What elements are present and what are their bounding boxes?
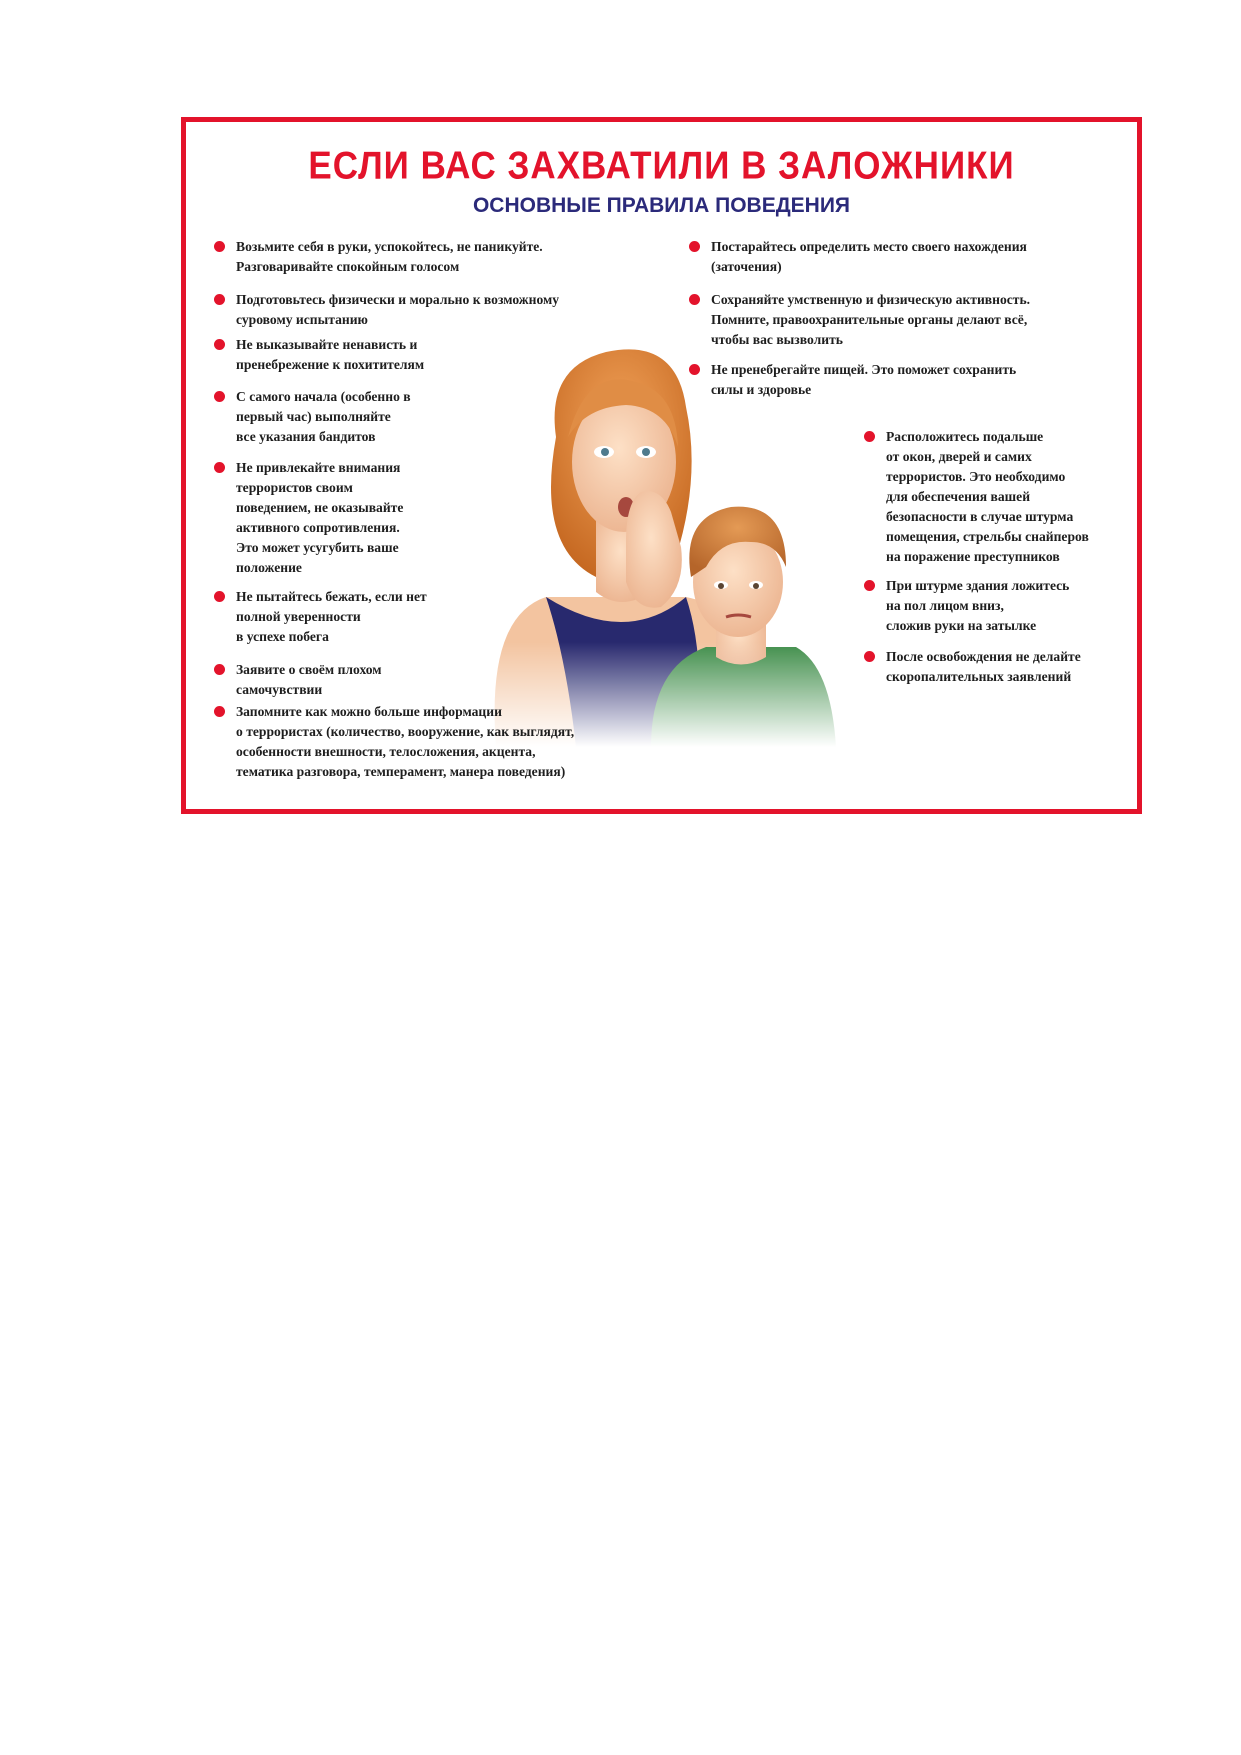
poster-subtitle: ОСНОВНЫЕ ПРАВИЛА ПОВЕДЕНИЯ [472,194,851,217]
bullet-dot-icon [864,651,875,662]
right-rule-4: Расположитесь подальше от окон, дверей и самих террористов. Это необходимо для обеспечения вашей безопасности в случае штурма помещения, стрельбы снайперов на поражение преступников [886,427,1089,567]
left-rule-6: Не пытайтесь бежать, если нет полной уверенности в успехе побега [236,587,427,647]
bullet-dot-icon [689,364,700,375]
bullet-dot-icon [214,462,225,473]
left-rule-7: Заявите о своём плохом самочувствии [236,660,382,700]
bullet-dot-icon [214,391,225,402]
right-rule-2: Сохраняйте умственную и физическую активность. Помните, правоохранительные органы делают всё, чтобы вас вызволить [711,290,1030,350]
left-rule-8: Запомните как можно больше информации о террористах (количество, вооружение, как выглядят, особенности внешности, телосложения, акцента, тематика разговора, темперамент, манера поведения) [236,702,574,782]
left-rule-3: Не выказывайте ненависть и пренебрежение к похитителям [236,335,424,375]
bullet-dot-icon [214,591,225,602]
bullet-dot-icon [864,580,875,591]
right-rule-3: Не пренебрегайте пищей. Это поможет сохранить силы и здоровье [711,360,1016,400]
left-rule-2: Подготовьтесь физически и морально к возможному суровому испытанию [236,290,559,330]
right-rule-1: Постарайтесь определить место своего нахождения (заточения) [711,237,1027,277]
poster [181,117,1142,814]
right-rule-5: При штурме здания ложитесь на пол лицом вниз, сложив руки на затылке [886,576,1069,636]
bullet-dot-icon [214,706,225,717]
bullet-dot-icon [214,241,225,252]
bullet-dot-icon [689,294,700,305]
left-rule-5: Не привлекайте внимания террористов своим поведением, не оказывайте активного сопротивления. Это может усугубить ваше положение [236,458,403,578]
bullet-dot-icon [689,241,700,252]
bullet-dot-icon [214,294,225,305]
bullet-dot-icon [214,664,225,675]
poster-title: ЕСЛИ ВАС ЗАХВАТИЛИ В ЗАЛОЖНИКИ [308,143,1015,188]
left-rule-1: Возьмите себя в руки, успокойтесь, не паникуйте. Разговаривайте спокойным голосом [236,237,543,277]
bullet-dot-icon [214,339,225,350]
left-rule-4: С самого начала (особенно в первый час) выполняйте все указания бандитов [236,387,411,447]
bullet-dot-icon [864,431,875,442]
right-rule-6: После освобождения не делайте скоропалительных заявлений [886,647,1081,687]
